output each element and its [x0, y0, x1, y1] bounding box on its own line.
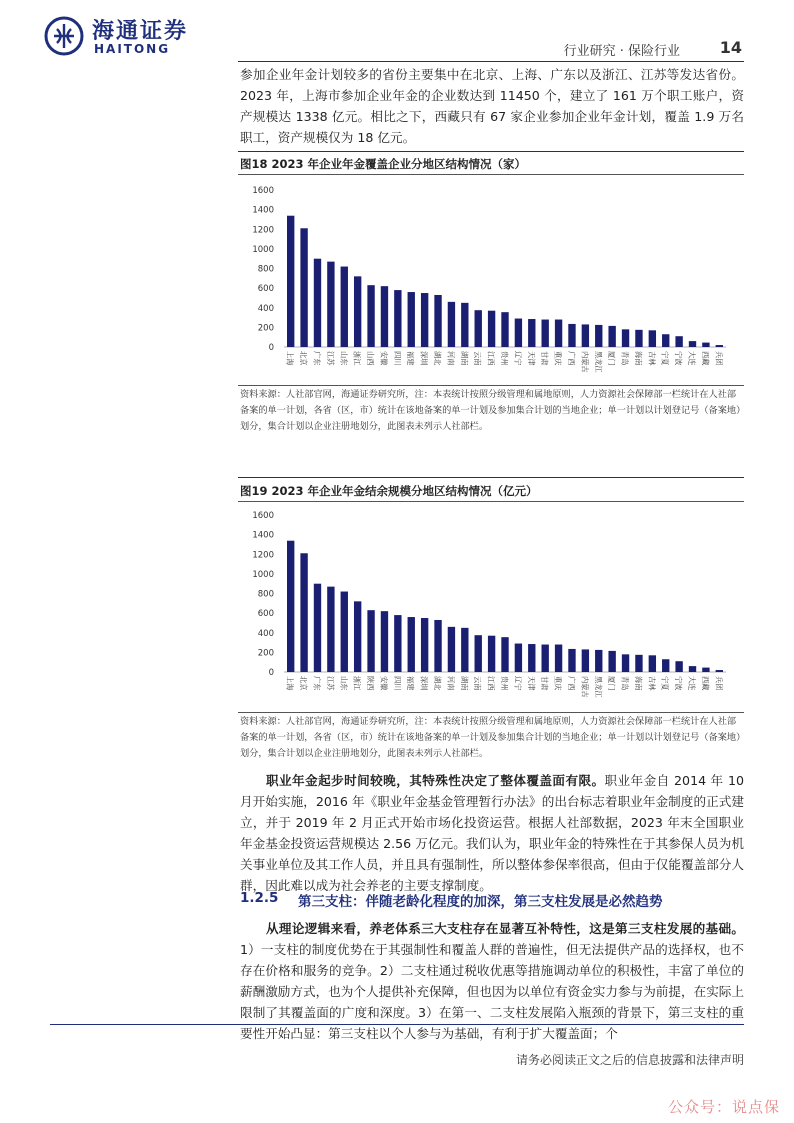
x-tick-label: 广东	[312, 351, 322, 366]
x-tick-label: 宁波	[674, 676, 684, 691]
bar	[528, 644, 535, 672]
bar	[608, 651, 615, 672]
bar	[488, 311, 495, 347]
x-tick-label: 青岛	[620, 676, 630, 691]
x-tick-label: 福建	[406, 351, 416, 366]
x-tick-label: 湖南	[459, 351, 469, 366]
watermark: 公众号：说点保	[667, 1098, 780, 1116]
y-tick-label: 800	[257, 264, 274, 275]
x-tick-label: 甘肃	[540, 351, 550, 366]
brand-name-en: HAITONG	[94, 42, 171, 56]
figure-18-chart	[240, 180, 744, 385]
x-tick-label: 湖北	[433, 676, 443, 691]
y-tick-label: 1600	[252, 511, 274, 521]
y-tick-label: 1600	[252, 186, 274, 196]
haitong-logo-icon	[44, 16, 84, 56]
bar	[381, 611, 388, 672]
bar	[421, 618, 428, 672]
bar	[287, 216, 294, 347]
bar	[448, 627, 455, 672]
section-number: 1.2.5	[240, 890, 279, 906]
figure-18-title-rule	[238, 174, 744, 175]
bar	[341, 592, 348, 672]
bar	[542, 320, 549, 347]
bar	[408, 617, 415, 672]
bar	[475, 635, 482, 672]
x-tick-label: 湖南	[459, 676, 469, 691]
paragraph-lead: 职业年金起步时间较晚，其特殊性决定了整体覆盖面有限。	[266, 773, 605, 788]
x-tick-label: 湖北	[433, 351, 443, 366]
x-tick-label: 安徽	[379, 351, 389, 366]
y-tick-label: 800	[257, 589, 274, 600]
figure-18-title: 图18 2023 年企业年金覆盖企业分地区结构情况（家）	[240, 157, 527, 171]
section-heading	[240, 890, 744, 910]
bar	[675, 661, 682, 672]
x-tick-label: 海南	[633, 351, 643, 366]
y-tick-label: 1000	[252, 244, 274, 255]
paragraph-lead: 从理论逻辑来看，养老体系三大支柱存在显著互补特性，这是第三支柱发展的基础。	[266, 921, 744, 936]
x-tick-label: 内蒙古	[580, 351, 590, 373]
x-tick-label: 辽宁	[513, 351, 523, 366]
bar	[702, 343, 709, 347]
x-tick-label: 四川	[392, 351, 402, 366]
bar	[595, 325, 602, 347]
bar	[354, 276, 361, 347]
figure-18-bottom-rule	[238, 385, 744, 386]
bar	[716, 345, 723, 347]
bar	[649, 655, 656, 672]
x-tick-label: 青岛	[620, 351, 630, 366]
bar	[341, 267, 348, 347]
occupational-annuity-paragraph	[240, 770, 744, 896]
y-tick-label: 200	[257, 648, 274, 659]
bar	[622, 654, 629, 672]
x-tick-label: 山西	[366, 351, 376, 366]
x-tick-label: 大连	[687, 351, 697, 366]
x-tick-label: 宁波	[674, 351, 684, 366]
y-tick-label: 1200	[252, 225, 274, 236]
bar	[394, 615, 401, 672]
figure-19-chart	[240, 505, 744, 710]
y-tick-label: 600	[257, 609, 274, 620]
x-tick-label: 西藏	[700, 351, 710, 366]
bar	[528, 319, 535, 347]
y-tick-label: 200	[257, 323, 274, 334]
x-tick-label: 江苏	[325, 351, 335, 366]
x-tick-label: 江苏	[325, 676, 335, 691]
paragraph-text: 1）一支柱的制度优势在于其强制性和覆盖人群的普遍性，但无法提供产品的选择权，也不存在价格和服务的竞争。2）二支柱通过税收优惠等措施调动单位的积极性，丰富了单位的薪酬激励方式，也为个人提供补充保障，但也因为以单位有资金实力参与为前提，在实际上限制了其覆盖面的广度和深度。3）在第一、二支柱发展陷入瓶颈的背景下，第三支柱的重要性开始凸显：第三支柱以个人参与为基础，有利于扩大覆盖面；个	[240, 942, 744, 1041]
bar	[662, 659, 669, 672]
brand-name-cn: 海通证券	[92, 18, 189, 44]
y-tick-label: 1400	[252, 205, 274, 216]
x-tick-label: 内蒙古	[580, 676, 590, 698]
x-tick-label: 浙江	[352, 351, 362, 366]
bar	[595, 650, 602, 672]
x-tick-label: 贵州	[500, 351, 509, 366]
x-tick-label: 重庆	[553, 676, 563, 691]
bar	[501, 637, 508, 672]
bar	[608, 326, 615, 347]
bar	[622, 329, 629, 347]
x-tick-label: 福建	[406, 676, 416, 691]
bar	[542, 645, 549, 672]
x-tick-label: 深圳	[419, 676, 429, 691]
bar	[662, 334, 669, 347]
bar	[314, 584, 321, 672]
y-tick-label: 1400	[252, 530, 274, 541]
x-tick-label: 兵团	[714, 351, 724, 366]
bar	[568, 324, 575, 347]
bar	[461, 628, 468, 672]
x-tick-label: 河南	[446, 351, 456, 366]
y-tick-label: 0	[268, 668, 274, 678]
footer-rule	[50, 1024, 744, 1025]
x-tick-label: 厦门	[607, 351, 617, 366]
intro-paragraph: 参加企业年金计划较多的省份主要集中在北京、上海、广东以及浙江、江苏等发达省份。2023 年，上海市参加企业年金的企业数达到 11450 个，建立了 161 万个职工账户，资产规模达 1338 亿元。相比之下，西藏只有 67 家企业参加企业年金计划，覆盖 1.9 万名职工，资产规模仅为 18 亿元。	[240, 67, 744, 145]
figure-19-top-rule	[238, 477, 744, 478]
x-tick-label: 河南	[446, 676, 456, 691]
x-tick-label: 北京	[299, 676, 309, 691]
x-tick-label: 广东	[312, 676, 322, 691]
bar	[582, 324, 589, 347]
x-tick-label: 北京	[299, 351, 309, 366]
x-tick-label: 江西	[486, 676, 496, 691]
y-tick-label: 600	[257, 284, 274, 295]
bar	[488, 636, 495, 672]
bar	[367, 610, 374, 672]
x-tick-label: 兵团	[714, 676, 724, 691]
bar	[555, 320, 562, 347]
figure-19-source: 资料来源：人社部官网，海通证券研究所，注：本表统计按照分级管理和属地原则，人力资源社会保障部一栏统计在人社部备案的单一计划，各省（区，市）统计在该地备案的单一计划及参加集合计划的当地企业；单一计划以计划登记号（备案地）划分，集合计划以企业注册地划分，此图表未列示人社部栏。	[240, 716, 741, 759]
bar	[448, 302, 455, 347]
bar	[675, 336, 682, 347]
bar	[327, 262, 334, 347]
y-tick-label: 0	[268, 343, 274, 353]
x-tick-label: 上海	[285, 676, 295, 691]
figure-19-title: 图19 2023 年企业年金结余规模分地区结构情况（亿元）	[240, 484, 538, 498]
bar	[582, 649, 589, 672]
bar	[287, 541, 294, 672]
x-tick-label: 上海	[285, 351, 295, 366]
y-tick-label: 400	[257, 303, 274, 314]
x-tick-label: 广西	[566, 676, 576, 691]
paragraph-text: 职业年金自 2014 年 10 月开始实施，2016 年《职业年金基金管理暂行办法》的出台标志着职业年金制度的正式建立，并于 2019 年 2 月正式开始市场化投资运营。根据人社部数据，2023 年末全国职业年金基金投资运营规模达 2.56 万亿元。我们认为，职业年金的特殊性在于其参保人员为机关事业单位及其工作人员，并且具有强制性，所以整体参保率很高，但由于仅能覆盖部分人群，因此难以成为社会养老的主要支撑制度。	[240, 773, 744, 893]
bar	[702, 668, 709, 672]
bar	[716, 670, 723, 672]
bar	[327, 587, 334, 672]
disclaimer-footer: 请务必阅读正文之后的信息披露和法律声明	[515, 1053, 744, 1067]
bar	[515, 644, 522, 672]
bar	[568, 649, 575, 672]
bar	[354, 601, 361, 672]
haitong-logo	[44, 14, 194, 60]
x-tick-label: 四川	[392, 676, 402, 691]
bar	[689, 341, 696, 347]
bar	[501, 312, 508, 347]
section-title: 第三支柱：伴随老龄化程度的加深，第三支柱发展是必然趋势	[298, 894, 663, 910]
bar	[475, 310, 482, 347]
x-tick-label: 厦门	[607, 676, 617, 691]
x-tick-label: 山东	[339, 676, 349, 691]
x-tick-label: 黑龙江	[593, 351, 603, 373]
x-tick-label: 贵州	[500, 676, 509, 691]
bar	[394, 290, 401, 347]
bar	[434, 620, 441, 672]
page-header	[442, 40, 742, 60]
y-tick-label: 1000	[252, 569, 274, 580]
x-tick-label: 辽宁	[513, 676, 523, 691]
bar	[649, 330, 656, 347]
report-category: 行业研究 · 保险行业	[563, 44, 680, 59]
bar	[314, 259, 321, 347]
y-tick-label: 1200	[252, 550, 274, 561]
x-tick-label: 吉林	[647, 351, 657, 366]
bar	[367, 285, 374, 347]
x-tick-label: 云南	[473, 351, 483, 366]
x-tick-label: 重庆	[553, 351, 563, 366]
bar	[421, 293, 428, 347]
figure-19-title-rule	[238, 501, 744, 502]
x-tick-label: 云南	[473, 676, 483, 691]
x-tick-label: 宁夏	[660, 676, 670, 691]
third-pillar-paragraph	[240, 918, 744, 1044]
x-tick-label: 深圳	[419, 351, 429, 366]
figure-18-source: 资料来源：人社部官网，海通证券研究所，注：本表统计按照分级管理和属地原则，人力资源社会保障部一栏统计在人社部备案的单一计划，各省（区，市）统计在该地备案的单一计划及参加集合计划的当地企业；单一计划以计划登记号（备案地）划分，集合计划以企业注册地划分，此图表未列示人社部栏。	[240, 389, 741, 432]
x-tick-label: 浙江	[352, 676, 362, 691]
x-tick-label: 广西	[566, 351, 576, 366]
x-tick-label: 陕西	[366, 676, 376, 691]
page-number: 14	[719, 38, 742, 57]
y-tick-label: 400	[257, 628, 274, 639]
x-tick-label: 海南	[633, 676, 643, 691]
figure-18-top-rule	[238, 151, 744, 152]
bar	[461, 303, 468, 347]
x-tick-label: 大连	[687, 676, 697, 691]
bar	[515, 319, 522, 347]
bar	[434, 295, 441, 347]
bar	[381, 286, 388, 347]
header-rule	[238, 61, 744, 62]
x-tick-label: 黑龙江	[593, 676, 603, 698]
bar	[408, 292, 415, 347]
bar	[635, 330, 642, 347]
x-tick-label: 山东	[339, 351, 349, 366]
bar	[300, 228, 307, 347]
x-tick-label: 甘肃	[540, 676, 550, 691]
figure-19-bottom-rule	[238, 712, 744, 713]
bar	[635, 655, 642, 672]
x-tick-label: 宁夏	[660, 351, 670, 366]
bar	[300, 553, 307, 672]
x-tick-label: 江西	[486, 351, 496, 366]
x-tick-label: 天津	[526, 676, 536, 691]
x-tick-label: 吉林	[647, 676, 657, 691]
x-tick-label: 天津	[526, 351, 536, 366]
bar	[555, 645, 562, 672]
bar	[689, 666, 696, 672]
x-tick-label: 西藏	[700, 676, 710, 691]
x-tick-label: 安徽	[379, 676, 389, 691]
